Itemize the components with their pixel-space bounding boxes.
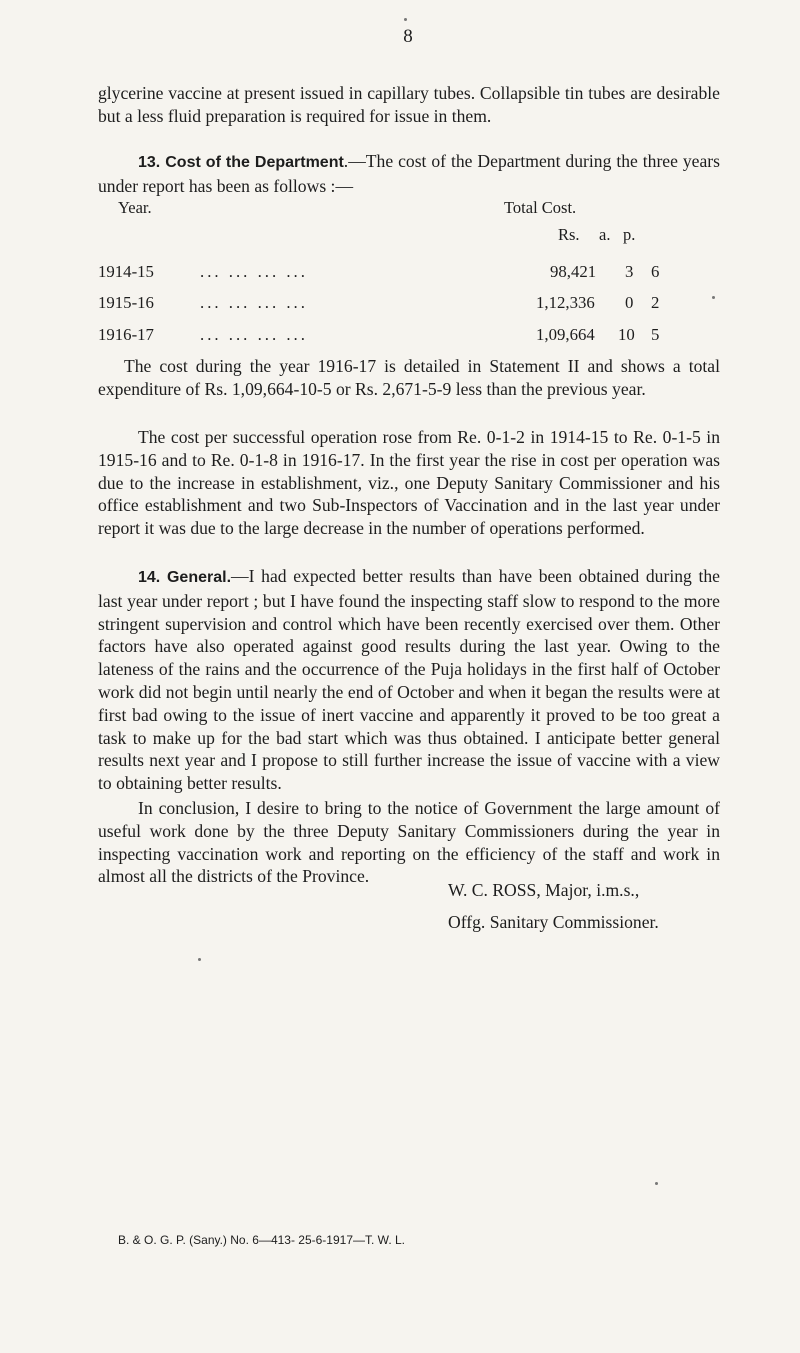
intro-paragraph: glycerine vaccine at present issued in capillary tubes. Collapsible tin tubes are desirable but a less fluid preparation is required for issue in them.: [98, 83, 720, 126]
print-speck: [198, 958, 201, 961]
amount-annas: 3: [625, 262, 634, 281]
table-row: [98, 293, 678, 317]
section-13-heading: 13. Cost of the Department: [138, 154, 344, 171]
print-speck: [404, 18, 407, 21]
section-13-paragraph: [98, 150, 720, 198]
section-13-text: .—The cost of the Department during the three years under report has been as follows :—: [98, 151, 720, 196]
signature-name: W. C. ROSS, Major, i.m.s.,: [448, 880, 640, 900]
row-year: 1915-16: [98, 293, 154, 312]
table-row: [98, 262, 678, 286]
amount-rupees: 98,421: [550, 262, 597, 281]
section-14-heading: 14. General.: [138, 569, 232, 586]
cost-detail-text: The cost during the year 1916-17 is detailed in Statement II and shows a total expenditure of Rs. 1,09,664-10-5 or Rs. 2,671-5-9 less than the previous year.: [98, 356, 720, 399]
section-14-text: —I had expected better results than have been obtained during the last year under report ; but I have found the inspecting staff slow to respond to the more stringent supervision and control which have been recently exercised over them. Other factors have also operated against good results during the last year. Owing to the lateness of the rains and the occurrence of the Puja holidays in the first half of October work did not begin until nearly the end of October and when it began the results were at first bad owing to the issue of inert vaccine and apparently it proved to be too great a task to make up for the bad start which was thus obtained. I anticipate better general results next year and I propose to still further increase the issue of vaccine with a view to obtaining better results.: [98, 566, 720, 794]
amount-rupees: 1,09,664: [536, 325, 595, 344]
page-number: 8: [403, 26, 413, 47]
print-speck: [655, 1182, 658, 1185]
amount-annas: 10: [618, 325, 635, 344]
print-speck: [712, 296, 715, 299]
table-header-year: Year.: [118, 198, 152, 217]
conclusion-paragraph: In conclusion, I desire to bring to the notice of Government the large amount of useful work done by the three Deputy Sanitary Commissioners during the year in inspecting vaccination work and reporting on the efficiency of the staff and work in almost all the districts of the Province.: [98, 798, 720, 887]
row-leader-dots: ... ... ... ...: [200, 325, 308, 344]
amount-annas: 0: [625, 293, 634, 312]
cost-detail-paragraph: [98, 355, 720, 401]
row-year: 1916-17: [98, 325, 154, 344]
unit-rupees: Rs.: [558, 225, 580, 244]
row-year: 1914-15: [98, 262, 154, 281]
amount-pies: 5: [651, 325, 660, 344]
table-header-total-cost: Total Cost.: [504, 198, 577, 217]
table-row: [98, 325, 678, 349]
section-14-paragraph: [98, 565, 720, 795]
printer-imprint: B. & O. G. P. (Sany.) No. 6—413- 25-6-1917—T. W. L.: [118, 1233, 406, 1247]
unit-pies: p.: [623, 225, 636, 244]
row-leader-dots: ... ... ... ...: [200, 262, 308, 281]
row-leader-dots: ... ... ... ...: [200, 293, 308, 312]
unit-annas: a.: [599, 225, 611, 244]
cost-per-operation-paragraph: The cost per successful operation rose from Re. 0-1-2 in 1914-15 to Re. 0-1-5 in 1915-16 and to Re. 0-1-8 in 1916-17. In the first year the rise in cost per operation was due to the increase in establishment, viz., one Deputy Sanitary Commissioner and his office establishment and two Sub-Inspectors of Vaccination and in the last year under report it was due to the large decrease in the number of operations performed.: [98, 427, 720, 539]
amount-pies: 2: [651, 293, 660, 312]
amount-rupees: 1,12,336: [536, 293, 595, 312]
signature-role: Offg. Sanitary Commissioner.: [448, 912, 659, 932]
amount-pies: 6: [651, 262, 660, 281]
